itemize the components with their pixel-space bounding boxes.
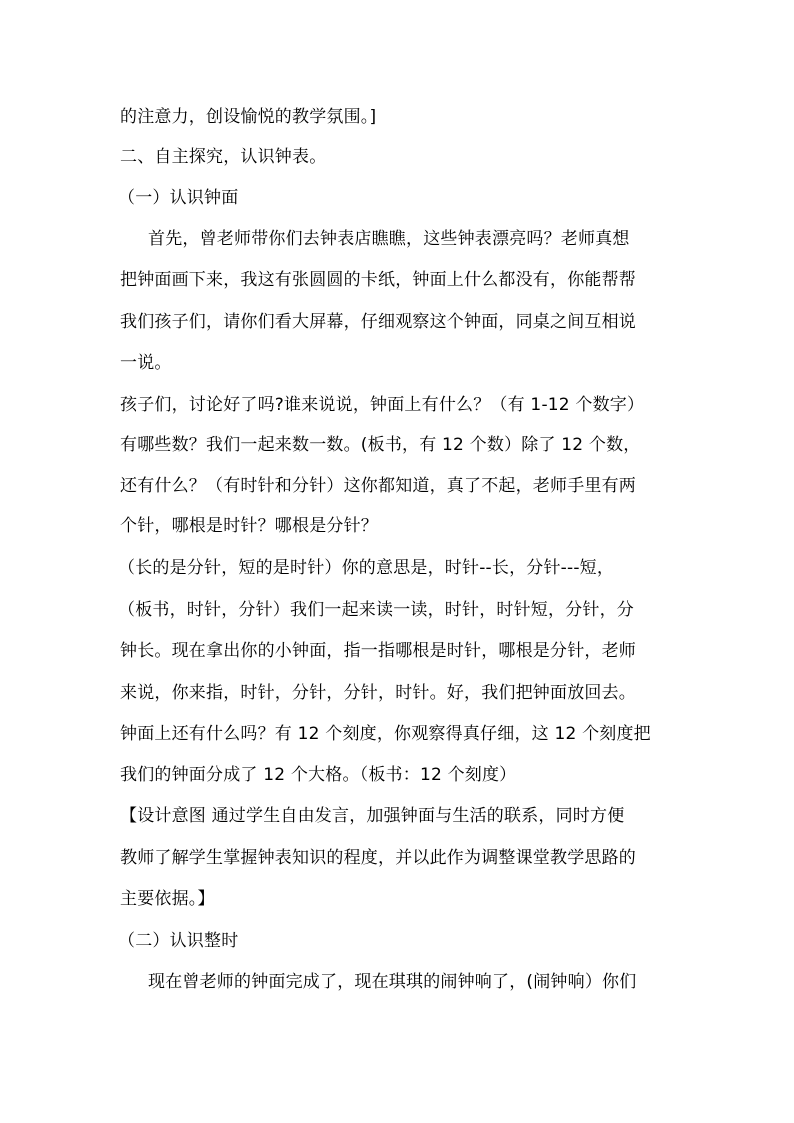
paragraph-line-4: 首先，曾老师带你们去钟表店瞧瞧，这些钟表漂亮吗？老师真想: [148, 229, 630, 249]
design-intent-line-1: 【设计意图 通过学生自由发言，加强钟面与生活的联系，同时方便: [120, 806, 625, 826]
paragraph-line-22: 现在曾老师的钟面完成了，现在琪琪的闹钟响了，(闹钟响）你们: [148, 972, 637, 992]
section-heading: 二、自主探究，认识钟表。: [120, 147, 327, 167]
paragraph-line-12: （长的是分针，短的是时针）你的意思是，时针--长，分针---短，: [118, 558, 615, 578]
paragraph-line-1: 的注意力，创设愉悦的教学氛围。]: [120, 107, 377, 127]
design-intent-line-3: 主要依据。】: [120, 889, 215, 909]
paragraph-line-6: 我们孩子们，请你们看大屏幕，仔细观察这个钟面，同桌之间互相说: [120, 312, 636, 332]
paragraph-line-11: 个针，哪根是时针？哪根是分针？: [120, 516, 378, 536]
paragraph-line-9: 有哪些数？我们一起来数一数。(板书，有 12 个数）除了 12 个数，: [120, 435, 641, 455]
subsection-heading-clock-face: （一）认识钟面: [118, 188, 239, 208]
paragraph-line-14: 钟长。现在拿出你的小钟面，指一指哪根是时针，哪根是分针，老师: [120, 641, 636, 661]
design-intent-line-2: 教师了解学生掌握钟表知识的程度，并以此作为调整课堂教学思路的: [120, 848, 636, 868]
subsection-heading-whole-hour: （二）认识整时: [118, 931, 239, 951]
paragraph-line-8: 孩子们，讨论好了吗?谁来说说，钟面上有什么？（有 1-12 个数字）: [120, 395, 645, 415]
paragraph-line-13: （板书，时针，分针）我们一起来读一读，时针，时针短，分针，分: [118, 600, 634, 620]
paragraph-line-7: 一说。: [120, 353, 172, 373]
paragraph-line-5: 把钟面画下来，我这有张圆圆的卡纸，钟面上什么都没有，你能帮帮: [120, 270, 636, 290]
paragraph-line-16: 钟面上还有什么吗？有 12 个刻度，你观察得真仔细，这 12 个刻度把: [120, 724, 651, 744]
paragraph-line-10: 还有什么？（有时针和分针）这你都知道，真了不起，老师手里有两: [120, 476, 636, 496]
paragraph-line-17: 我们的钟面分成了 12 个大格。（板书：12 个刻度）: [120, 765, 517, 785]
paragraph-line-15: 来说，你来指，时针，分针，分针，时针。好，我们把钟面放回去。: [120, 683, 636, 703]
